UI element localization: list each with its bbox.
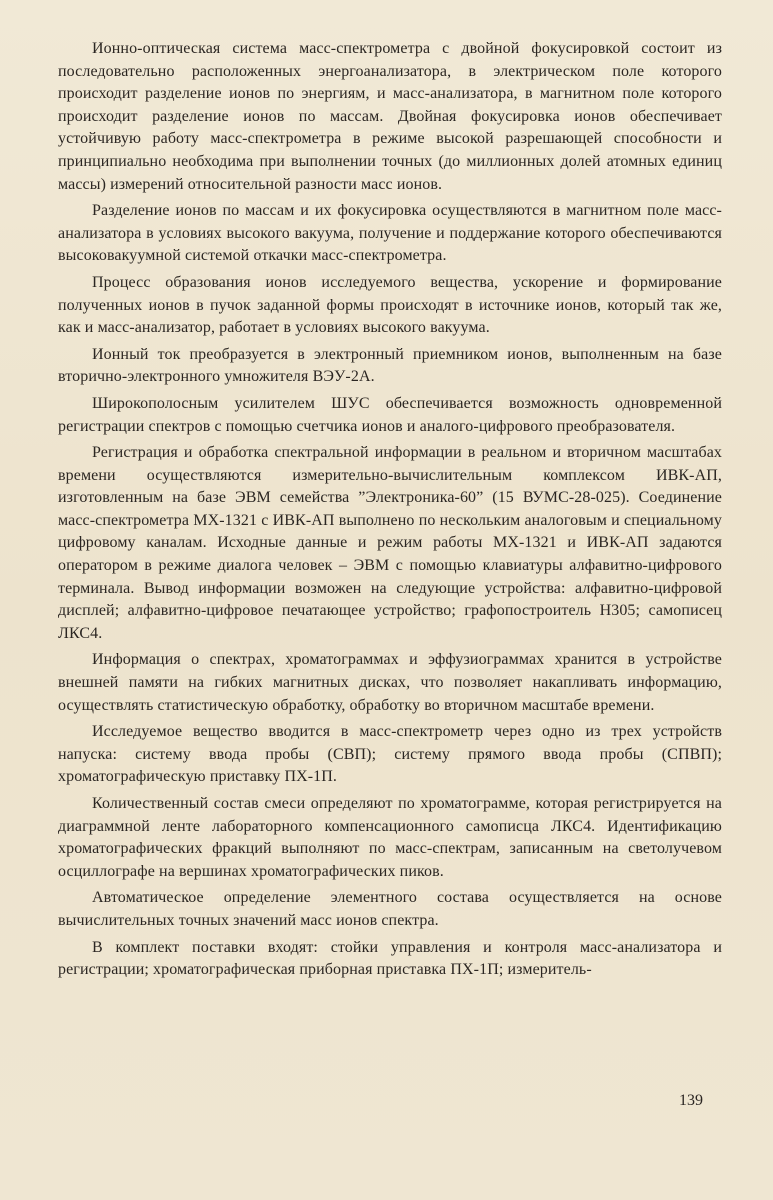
paragraph-delivery-set: В комплект поставки входят: стойки управления и контроля масс-анализатора и регистрации; хроматографическая приборная приставка ПХ-1П; измеритель- <box>58 938 722 979</box>
paragraph-storage: Информация о спектрах, хроматограммах и эффузиограммах хранится в устройстве внешней памяти на гибких магнитных дисках, что позволяет накапливать информацию, осуществлять статистическую обработку, обработку во вторичном масштабе времени. <box>58 651 722 714</box>
paragraph-ion-optics: Ионно-оптическая система масс-спектрометра с двойной фокусировкой состоит из последовательно расположенных энергоанализатора, в электрическом поле которого происходит разделение ионов по энергиям, и масс-анализатора, в магнитном поле которого происходит разделение ионов по массам. Двойная фокусировка ионов обеспечивает устойчивую работу масс-спектрометра в режиме высокой разрешающей способности и принципиально необходима при выполнении точных (до миллионных долей атомных единиц массы) измерений относительной разности масс ионов. <box>58 40 722 193</box>
paragraph-registration: Регистрация и обработка спектральной информации в реальном и вторичном масштабах времени осуществляются измерительно-вычислительным комплексом ИВК-АП, изготовленным на базе ЭВМ семейства ”Электроника-60” (15 ВУМС-28-025). Соединение масс-спектрометра МХ-1321 с ИВК-АП выполнено по нескольким аналоговым и специальному цифровому каналам. Исходные данные и режим работы МХ-1321 и ИВК-АП задаются оператором в режиме диалога человек – ЭВМ с помощью клавиатуры алфавитно-цифрового терминала. Вывод информации возможен на следующие устройства: алфавитно-цифровой дисплей; алфавитно-цифровое печатающее устройство; графопостроитель Н305; самописец ЛКС4. <box>58 444 722 642</box>
paragraph-ion-formation: Процесс образования ионов исследуемого вещества, ускорение и формирование полученных ионов в пучок заданной формы происходят в источнике ионов, который так же, как и масс-анализатор, работает в условиях высокого вакуума. <box>58 273 722 337</box>
paragraph-sample-input: Исследуемое вещество вводится в масс-спектрометр через одно из трех устройств напуска: систему ввода пробы (СВП); систему прямого ввода пробы (СПВП); хроматографическую приставку ПХ-1П. <box>58 723 722 786</box>
page-number: 139 <box>679 1092 703 1109</box>
paragraph-elemental: Автоматическое определение элементного состава осуществляется на основе вычислительных точных значений масс ионов спектра. <box>58 889 722 929</box>
paragraph-mass-separation: Разделение ионов по массам и их фокусировка осуществляются в магнитном поле масс-анализатора в условиях высокого вакуума, получение и поддержание которого обеспечиваются высоковакуумной системой откачки масс-спектрометра. <box>58 202 722 265</box>
paragraph-quantitative: Количественный состав смеси определяют по хроматограмме, которая регистрируется на диаграммной ленте лабораторного компенсационного самописца ЛКС4. Идентификацию хроматографических фракций выполняют по масс-спектрам, записанным на светолучевом осциллографе на вершинах хроматографических пиков. <box>58 795 722 880</box>
body-text <box>58 38 722 986</box>
paragraph-ion-current: Ионный ток преобразуется в электронный приемником ионов, выполненным на базе вторично-электронного умножителя ВЭУ-2А. <box>58 345 722 386</box>
paragraph-amplifier: Широкополосным усилителем ШУС обеспечивается возможность одновременной регистрации спектров с помощью счетчика ионов и аналого-цифрового преобразователя. <box>58 394 722 435</box>
